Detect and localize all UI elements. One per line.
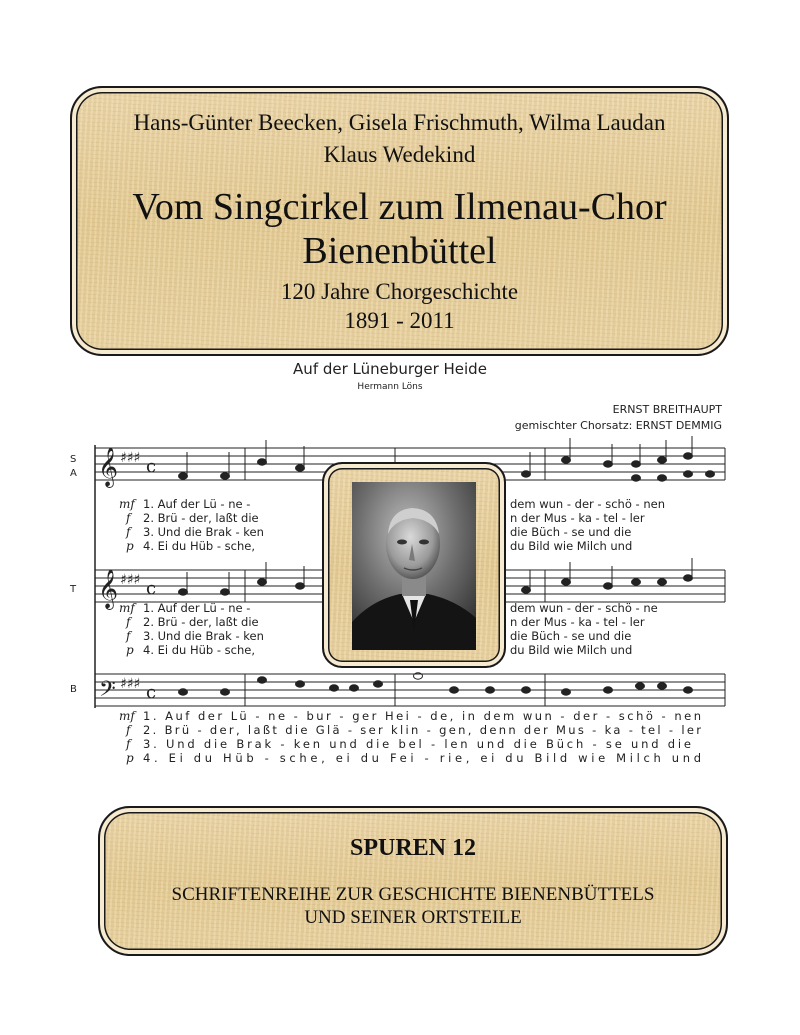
book-title-line-1: Vom Singcirkel zum Ilmenau-Chor — [132, 186, 667, 228]
lyricist: Hermann Löns — [357, 382, 423, 392]
staff-bass — [95, 674, 725, 706]
authors-line-2: Klaus Wedekind — [323, 142, 476, 167]
lyric-line: 4. Ei du Hüb - sche, — [143, 643, 256, 657]
dynamic-mark: mf — [119, 601, 135, 615]
dynamic-mark: f — [126, 615, 131, 629]
lyric-line: 3. Und die Brak - ken — [143, 629, 264, 643]
authors-line-1: Hans-Günter Beecken, Gisela Frischmuth, Wilma Laudan — [133, 110, 666, 135]
portrait-frame — [322, 462, 506, 668]
title-panel — [70, 86, 729, 356]
series-panel — [98, 806, 728, 956]
dynamic-mark: f — [126, 511, 131, 525]
lyric-line: du Bild wie Milch und — [510, 643, 633, 657]
dynamic-mark: f — [126, 737, 131, 751]
key-signature: ♯♯♯ — [120, 450, 141, 466]
book-subtitle: 120 Jahre Chorgeschichte — [280, 279, 519, 304]
portrait-photo — [352, 482, 476, 650]
lyric-line: n der Mus - ka - tel - ler — [510, 615, 645, 629]
lyric-line: n der Mus - ka - tel - ler — [510, 511, 645, 525]
lyric-line: dem wun - der - schö - ne — [510, 601, 658, 615]
treble-clef-icon: 𝄞 — [98, 447, 119, 487]
lyric-line: 2. Brü - der, laßt die Glä - ser klin - gen, denn der Mus - ka - tel - ler — [143, 723, 701, 737]
lyric-line: 1. Auf der Lü - ne - bur - ger Hei - de, in dem wun - der - schö - nen — [143, 709, 701, 723]
key-signature: ♯♯♯ — [120, 676, 141, 692]
dynamic-mark: f — [126, 723, 131, 737]
treble-clef-icon: 𝄞 — [98, 569, 119, 609]
song-title: Auf der Lüneburger Heide — [293, 360, 487, 378]
dynamic-mark: f — [126, 525, 131, 539]
voice-label-a: A — [70, 468, 77, 479]
notes-bass — [179, 673, 693, 695]
dynamic-mark: mf — [119, 709, 135, 723]
lyric-line: die Büch - se und die — [510, 629, 632, 643]
lyric-line: du Bild wie Milch und — [510, 539, 633, 553]
series-subtitle-line-2: UND SEINER ORTSTEILE — [304, 907, 522, 928]
key-signature: ♯♯♯ — [120, 572, 141, 588]
lyric-line: 1. Auf der Lü - ne - — [143, 497, 251, 511]
lyric-line: 3. Und die Brak - ken — [143, 525, 264, 539]
book-years: 1891 - 2011 — [344, 308, 455, 333]
dynamic-mark: p — [126, 643, 134, 657]
dynamic-mark: p — [126, 539, 134, 553]
voice-label-t: T — [70, 584, 77, 595]
time-signature: c — [146, 578, 157, 599]
voice-label-s: S — [70, 454, 77, 465]
lyric-line: 1. Auf der Lü - ne - — [143, 601, 251, 615]
lyric-line: 2. Brü - der, laßt die — [143, 615, 259, 629]
dynamic-mark: mf — [119, 497, 135, 511]
series-name: SPUREN 12 — [349, 835, 476, 861]
dynamic-mark: p — [126, 751, 134, 765]
lyric-line: 2. Brü - der, laßt die — [143, 511, 259, 525]
bass-clef-icon: 𝄢 — [99, 677, 116, 707]
time-signature: c — [146, 682, 157, 703]
lyric-line: 4. Ei du Hüb - sche, — [143, 539, 256, 553]
voice-label-b: B — [70, 684, 77, 695]
lyric-line: dem wun - der - schö - nen — [510, 497, 665, 511]
book-title-line-2: Bienenbüttel — [302, 230, 497, 272]
time-signature: c — [146, 456, 157, 477]
arranger: gemischter Chorsatz: ERNST DEMMIG — [514, 419, 722, 432]
lyric-line: 3. Und die Brak - ken und die bel - len und die Büch - se und die — [143, 737, 691, 751]
lyric-line: 4. Ei du Hüb - sche, ei du Fei - rie, ei du Bild wie Milch und — [143, 751, 702, 765]
dynamic-mark: f — [126, 629, 131, 643]
lyric-line: die Büch - se und die — [510, 525, 632, 539]
composer: ERNST BREITHAUPT — [612, 403, 722, 416]
series-subtitle-line-1: SCHRIFTENREIHE ZUR GESCHICHTE BIENENBÜTTELS — [171, 884, 655, 905]
